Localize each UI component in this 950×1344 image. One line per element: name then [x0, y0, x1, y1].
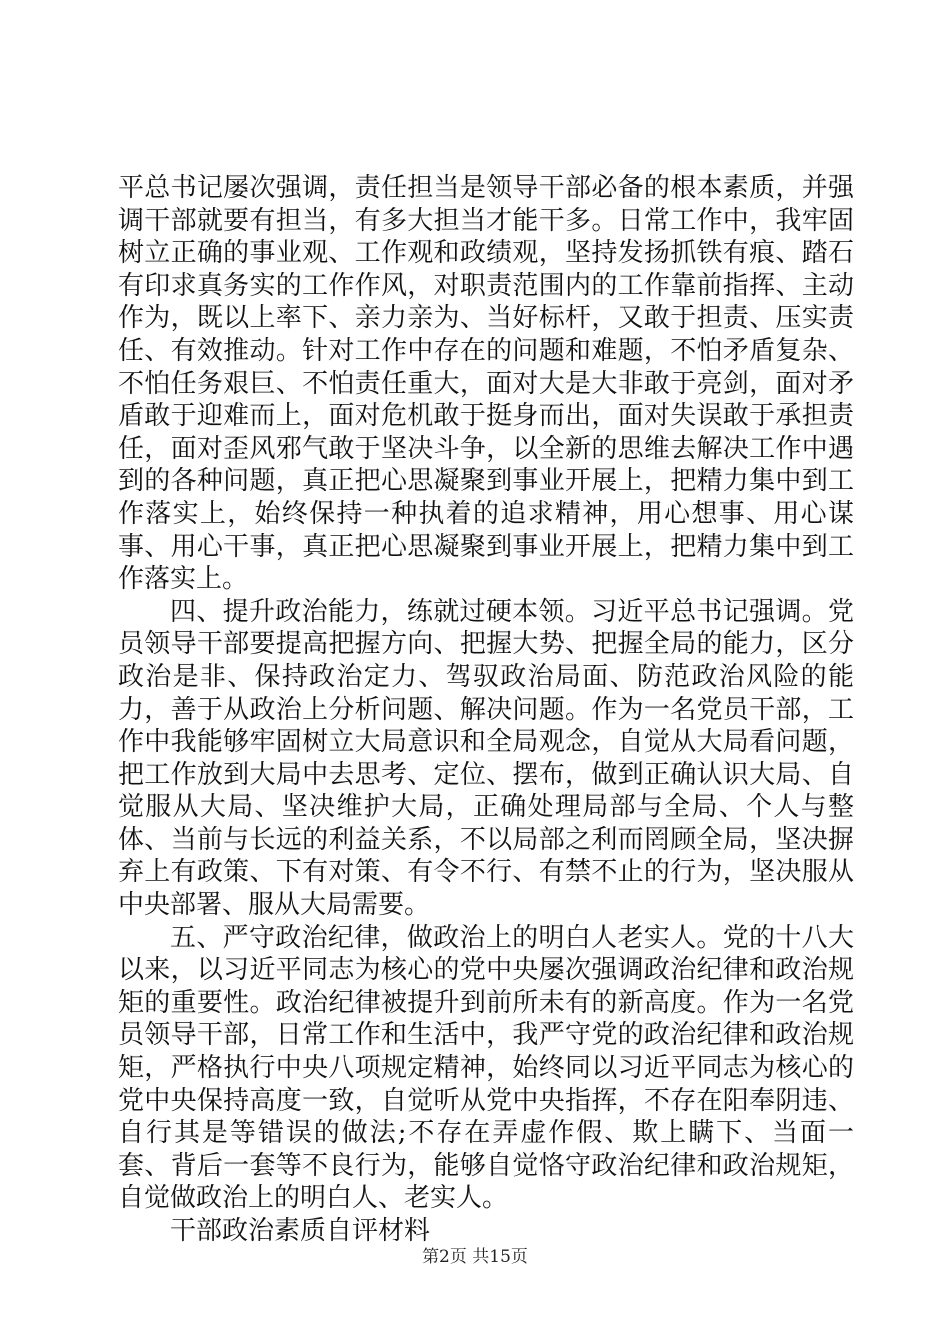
document-subtitle: 干部政治素质自评材料: [170, 1216, 431, 1246]
paragraph-political-ability: 四、提升政治能力，练就过硬本领。习近平总书记强调。党员领导干部要提高把握方向、把握大势、把握全局的能力，区分政治是非、保持政治定力、驾驭政治局面、防范政治风险的能力，善于从政治上分析问题、解决问题。作为一名党员干部，工作中我能够牢固树立大局意识和全局观念，自觉从大局看问题，把工作放到大局中去思考、定位、摆布，做到正确认识大局、自觉服从大局、坚决维护大局，正确处理局部与全局、个人与整体、当前与长远的利益关系，不以局部之利而罔顾全局，坚决摒弃上有政策、下有对策、有令不行、有禁不止的行为，坚决服从中央部署、服从大局需要。: [118, 596, 854, 921]
paragraph-responsibility: 平总书记屡次强调，责任担当是领导干部必备的根本素质，并强调干部就要有担当，有多大担当才能干多。日常工作中，我牢固树立正确的事业观、工作观和政绩观，坚持发扬抓铁有痕、踏石有印求真务实的工作作风，对职责范围内的工作靠前指挥、主动作为，既以上率下、亲力亲为、当好标杆，又敢于担责、压实责任、有效推动。针对工作中存在的问题和难题，不怕矛盾复杂、不怕任务艰巨、不怕责任重大，面对大是大非敢于亮剑，面对矛盾敢于迎难而上，面对危机敢于挺身而出，面对失误敢于承担责任，面对歪风邪气敢于坚决斗争，以全新的思维去解决工作中遇到的各种问题，真正把心思凝聚到事业开展上，把精力集中到工作落实上，始终保持一种执着的追求精神，用心想事、用心谋事、用心干事，真正把心思凝聚到事业开展上，把精力集中到工作落实上。: [118, 173, 854, 595]
page-number-footer: 第2页 共15页: [422, 1247, 528, 1267]
paragraph-political-discipline: 五、严守政治纪律，做政治上的明白人老实人。党的十八大以来，以习近平同志为核心的党中央屡次强调政治纪律和政治规矩的重要性。政治纪律被提升到前所未有的新高度。作为一名党员领导干部，日常工作和生活中，我严守党的政治纪律和政治规矩，严格执行中央八项规定精神，始终同以习近平同志为核心的党中央保持高度一致，自觉听从党中央指挥，不存在阳奉阴违、自行其是等错误的做法;不存在弄虚作假、欺上瞒下、当面一套、背后一套等不良行为，能够自觉恪守政治纪律和政治规矩，自觉做政治上的明白人、老实人。: [118, 922, 854, 1214]
document-body: [118, 172, 854, 1248]
